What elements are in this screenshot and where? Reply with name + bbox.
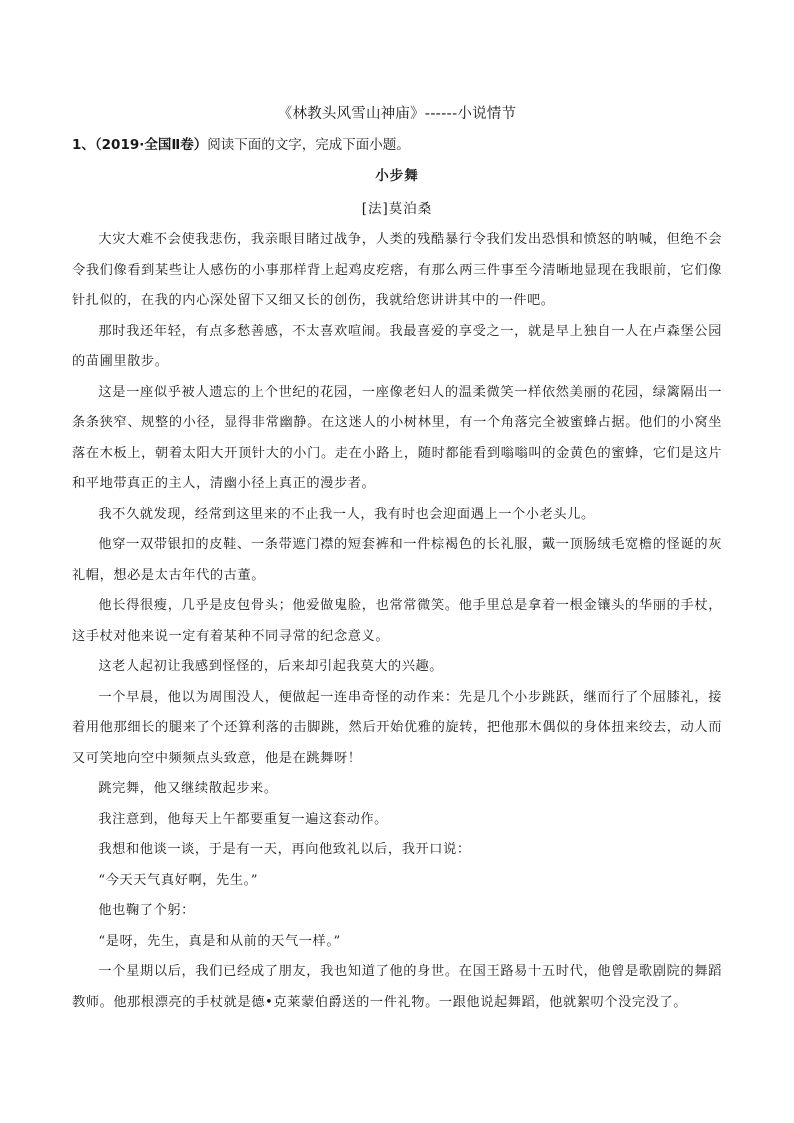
story-title: 小步舞 — [375, 168, 419, 184]
question-number: 1、 — [72, 137, 95, 153]
paragraph: 他穿一双带银扣的皮鞋、一条带遮门襟的短套裤和一件棕褐色的长礼服，戴一顶肠绒毛宽檐的怪诞的灰礼帽，想必是太古年代的古董。 — [72, 537, 722, 583]
paragraph: 跳完舞，他又继续散起步来。 — [98, 781, 278, 796]
paragraph: 大灾大难不会使我悲伤，我亲眼目睹过战争，人类的残酷暴行令我们发出恐惧和愤怒的呐喊，但绝不会令我们像看到某些让人感伤的小事那样背上起鸡皮疙瘩，有那么两三件事至今清晰地显现在我眼前，它们像针扎似的，在我的内心深处留下又细又长的创伤，我就给您讲讲其中的一件吧。 — [72, 232, 722, 308]
question-source: （2019·全国Ⅱ卷） — [94, 137, 208, 153]
question-header — [72, 133, 410, 153]
paragraph: 这是一座似乎被人遗忘的上个世纪的花园，一座像老妇人的温柔微笑一样依然美丽的花园，绿篱隔出一条条狭窄、规整的小径，显得非常幽静。在这迷人的小树林里，有一个角落完全被蜜蜂占据。他们的小窝坐落在木板上，朝着太阳大开顶针大的小门。走在小路上，随时都能看到嗡嗡叫的金黄色的蜜蜂，它们是这片和平地带真正的主人，清幽小径上真正的漫步者。 — [72, 384, 722, 491]
paragraph: 我想和他谈一谈，于是有一天，再向他致礼以后，我开口说： — [98, 842, 471, 857]
paragraph: 他也鞠了个躬： — [98, 903, 195, 918]
paragraph: “是呀，先生，真是和从前的天气一样。” — [98, 933, 341, 949]
paragraph: 我注意到，他每天上午都要重复一遍这套动作。 — [98, 811, 388, 827]
paragraph: 一个星期以后，我们已经成了朋友，我也知道了他的身世。在国王路易十五时代，他曾是歌剧院的舞蹈教师。他那根漂亮的手杖就是德•克莱蒙伯爵送的一件礼物。一跟他说起舞蹈，他就絮叨个没完没了。 — [72, 964, 722, 1010]
paragraph: 那时我还年轻，有点多愁善感，不太喜欢喧闹。我最喜爱的享受之一，就是早上独自一人在卢森堡公园的苗圃里散步。 — [72, 323, 722, 369]
paragraph: 我不久就发现，经常到这里来的不止我一人，我有时也会迎面遇上一个小老头儿。 — [98, 506, 595, 522]
story-body — [72, 225, 722, 1018]
story-author: [法]莫泊桑 — [361, 201, 433, 217]
paragraph: 一个早晨，他以为周围没人，便做起一连串奇怪的动作来：先是几个小步跳跃，继而行了个屈膝礼，接着用他那细长的腿来了个还算利落的击脚跳，然后开始优雅的旋转，把他那木偶似的身体扭来绞去，动人而又可笑地向空中频频点头致意，他是在跳舞呀！ — [72, 689, 722, 766]
paragraph: “今天天气真好啊，先生。” — [98, 872, 259, 888]
paragraph: 他长得很瘦，几乎是皮包骨头；他爱做鬼脸，也常常微笑。他手里总是拿着一根金镶头的华丽的手杖，这手杖对他来说一定有着某种不同寻常的纪念意义。 — [72, 598, 722, 644]
paragraph: 这老人起初让我感到怪怪的，后来却引起我莫大的兴趣。 — [98, 659, 444, 674]
document-title: 《林教头风雪山神庙》------小说情节 — [277, 106, 517, 122]
question-instruction: 阅读下面的文字，完成下面小题。 — [207, 137, 410, 153]
